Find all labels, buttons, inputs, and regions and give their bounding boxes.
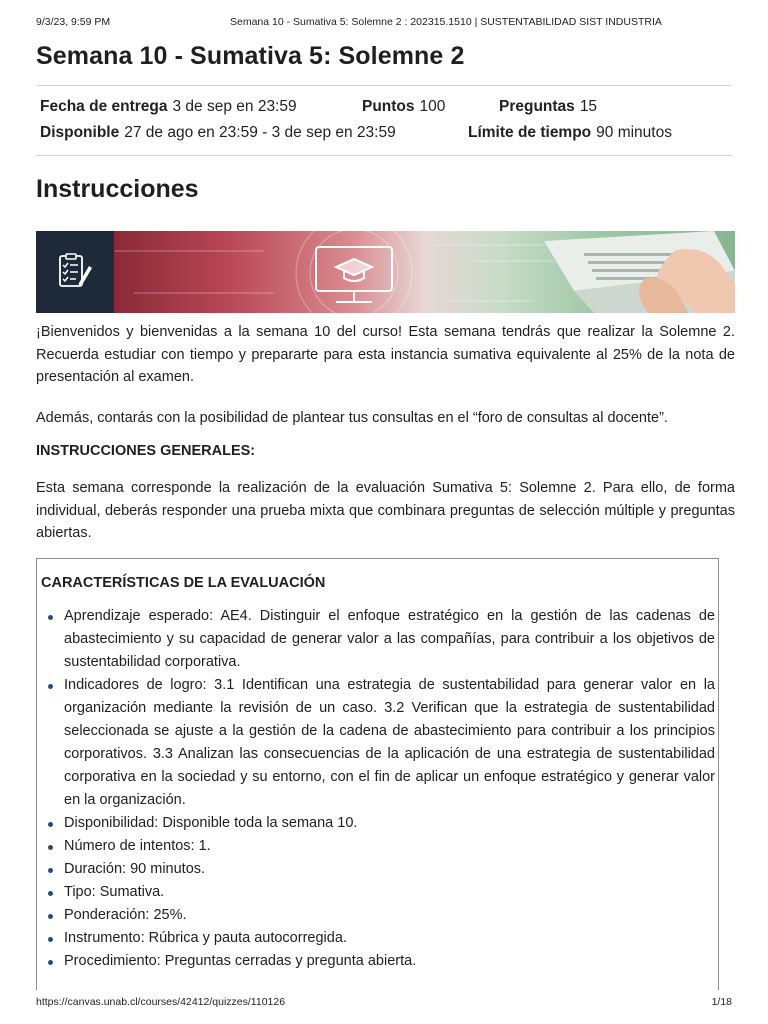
forum-paragraph: Además, contarás con la posibilidad de plantear tus consultas en el “foro de consultas al docente”. [36, 410, 668, 426]
due-value: 3 de sep en 23:59 [172, 98, 297, 115]
print-page-number: 1/18 [711, 996, 732, 1008]
quiz-title: Semana 10 - Sumativa 5: Solemne 2 [36, 42, 465, 70]
characteristics-title: CARACTERÍSTICAS DE LA EVALUACIÓN [41, 575, 326, 591]
quiz-questions [499, 98, 597, 116]
questions-label: Preguntas [499, 98, 575, 115]
due-label: Fecha de entrega [40, 98, 168, 115]
list-item: Duración: 90 minutos. [37, 858, 715, 881]
list-item: Aprendizaje esperado: AE4. Distinguir el enfoque estratégico en la gestión de las cadenas de abastecimiento y su capacidad de generar valor a las compañías, para contribuir a los objetivos de sustentabilidad corporativa. [37, 605, 715, 674]
points-label: Puntos [362, 98, 415, 115]
monitor-graduation-cap-icon [316, 247, 392, 302]
quiz-points [362, 98, 445, 116]
quiz-time-limit [468, 124, 672, 142]
general-instructions-text: Esta semana corresponde la realización de la evaluación Sumativa 5: Solemne 2. Para ello, de forma individual, deberás responder una prueba mixta que combinara preguntas de selección múltiple y preguntas abiertas. [36, 480, 735, 541]
list-item: Disponibilidad: Disponible toda la semana 10. [37, 812, 715, 835]
list-item: Ponderación: 25%. [37, 904, 715, 927]
time-limit-value: 90 minutos [596, 124, 672, 141]
questions-value: 15 [579, 98, 598, 115]
laptop-typing-illustration [544, 231, 735, 313]
banner-icon-box [36, 231, 114, 313]
points-value: 100 [419, 98, 446, 115]
instructions-banner [36, 231, 735, 313]
list-item: Indicadores de logro: 3.1 Identifican una estrategia de sustentabilidad para generar valor en la organización mediante la revisión de un caso. 3.2 Verifican que la estrategia de sustentabilidad seleccionada se ajuste a la gestión de la cadena de abastecimiento para contribuir a los principios corporativos. 3.3 Analizan las consecuencias de la aplicación de una estrategia de sustentabilidad corporativa en la sociedad y su entorno, con el fin de aplicar un enfoque estratégico y generar valor en la organización. [37, 674, 715, 812]
print-header [36, 16, 732, 28]
print-datetime: 9/3/23, 9:59 PM [36, 16, 111, 28]
instructions-title: Instrucciones [36, 175, 199, 203]
list-item: Instrumento: Rúbrica y pauta autocorregida. [37, 927, 715, 950]
print-url: https://canvas.unab.cl/courses/42412/quizzes/110126 [36, 996, 286, 1008]
evaluation-characteristics-box [36, 558, 719, 990]
quiz-availability [40, 124, 396, 142]
time-limit-label: Límite de tiempo [468, 124, 592, 141]
banner-illustration [114, 231, 735, 313]
checklist-pencil-icon [55, 252, 95, 292]
available-value: 27 de ago en 23:59 - 3 de sep en 23:59 [124, 124, 396, 141]
list-item: Tipo: Sumativa. [37, 881, 715, 904]
quiz-due-date [40, 98, 297, 116]
print-footer [36, 996, 732, 1008]
print-doc-title: Semana 10 - Sumativa 5: Solemne 2 : 202315.1510 | SUSTENTABILIDAD SIST INDUSTRIA [230, 16, 662, 28]
welcome-paragraph: ¡Bienvenidos y bienvenidas a la semana 10 del curso! Esta semana tendrás que realizar la Solemne 2. Recuerda estudiar con tiempo y prepararte para esta instancia sumativa equivalente al 25% de la nota de presentación al examen. [36, 324, 735, 385]
divider [36, 155, 732, 156]
characteristics-list [37, 605, 715, 973]
divider [36, 85, 732, 86]
list-item: Procedimiento: Preguntas cerradas y pregunta abierta. [37, 950, 715, 973]
available-label: Disponible [40, 124, 120, 141]
general-instructions-heading: INSTRUCCIONES GENERALES: [36, 443, 256, 459]
list-item: Número de intentos: 1. [37, 835, 715, 858]
